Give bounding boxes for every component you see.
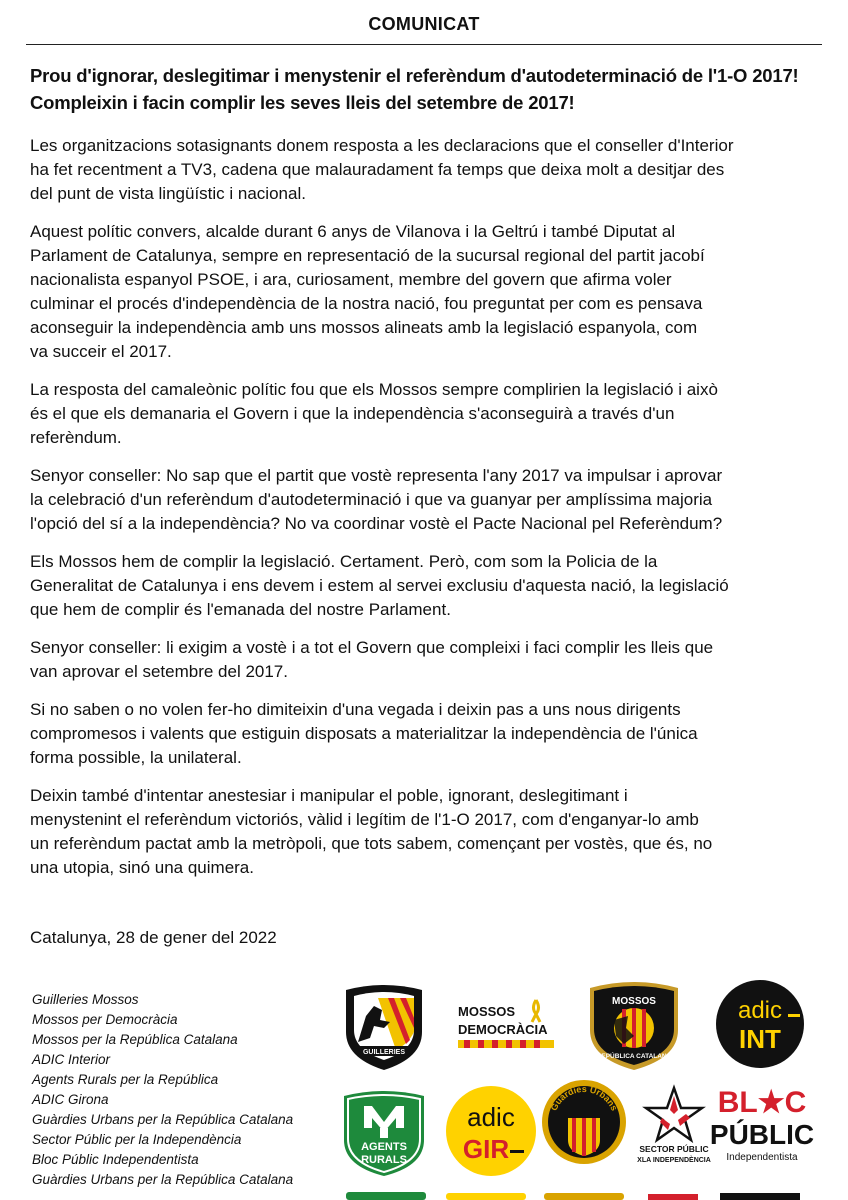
paragraph-3	[30, 378, 830, 450]
paragraph-4	[30, 464, 830, 536]
signatory: Bloc Públic Independentista	[32, 1152, 199, 1167]
adic-logo-partial	[446, 1190, 526, 1200]
bloc-public-logo-partial	[716, 1190, 806, 1200]
signatory: ADIC Girona	[32, 1092, 109, 1107]
paragraph-8	[30, 784, 830, 880]
adic-int-logo	[714, 978, 806, 1070]
svg-text:Independentista: Independentista	[726, 1152, 798, 1163]
sector-public-logo	[632, 1084, 716, 1166]
svg-text:PÚBLIC: PÚBLIC	[709, 1119, 815, 1150]
text-line: van aprovar el setembre del 2017.	[30, 662, 288, 681]
mossos-republica-logo	[584, 978, 684, 1072]
signatory: Sector Públic per la Independència	[32, 1132, 242, 1147]
text-line: Si no saben o no volen fer-ho dimiteixin d'una vegada i deixin pas a uns nous dirigents	[30, 700, 681, 719]
svg-text:adic: adic	[467, 1102, 515, 1132]
text-line: culminar el procés d'independència de la nostra nació, fou preguntat per com es pensava	[30, 294, 703, 313]
svg-text:AGENTS: AGENTS	[361, 1141, 407, 1153]
svg-text:SECTOR PÚBLIC: SECTOR PÚBLIC	[639, 1144, 709, 1154]
sector-public-logo-partial	[638, 1192, 708, 1200]
text-line: La resposta del camaleònic polític fou que els Mossos sempre complirien la legislació i això	[30, 380, 718, 399]
svg-text:XLA INDEPENDÈNCIA: XLA INDEPENDÈNCIA	[637, 1157, 711, 1164]
paragraph-7	[30, 698, 830, 770]
signatory: Guilleries Mossos	[32, 992, 139, 1007]
signatory: ADIC Interior	[32, 1052, 111, 1067]
signatory: Agents Rurals per la República	[32, 1072, 219, 1087]
text-line: forma possible, la unilateral.	[30, 748, 242, 767]
guardies-urbans-logo-partial	[544, 1190, 624, 1200]
text-line: un referèndum pactat amb la metròpoli, que tots sabem, començant per vostès, que és, no	[30, 834, 713, 853]
text-line: aconseguir la independència amb uns mossos alineats amb la legislació espanyola, com	[30, 318, 698, 337]
mossos-democracia-logo	[454, 996, 564, 1052]
text-line: Senyor conseller: li exigim a vostè i a tot el Govern que compleixi i faci complir les lleis que	[30, 638, 714, 657]
text-line: compromesos i valents que estiguin disposats a materialitzar la independència de l'única	[30, 724, 698, 743]
signatories-list	[32, 990, 332, 1190]
text-line: Deixin també d'intentar anestesiar i manipular el poble, ignorant, deslegitimant i	[30, 786, 628, 805]
text-line: Generalitat de Catalunya i ens devem i estem al servei exclusiu d'aquesta nació, la legislació	[30, 576, 729, 595]
paragraph-2	[30, 220, 830, 364]
svg-text:MOSSOS: MOSSOS	[458, 1004, 516, 1019]
paragraph-5	[30, 550, 830, 622]
paragraph-6	[30, 636, 830, 684]
text-line: Aquest polític convers, alcalde durant 6 anys de Vilanova i la Geltrú i també Diputat al	[30, 222, 676, 241]
signoff-date: Catalunya, 28 de gener del 2022	[30, 928, 277, 947]
svg-text:Guàrdies Urbans: Guàrdies Urbans	[548, 1083, 620, 1113]
text-line: l'opció del sí a la independència? No va coordinar vostè el Pacte Nacional pel Referèndum?	[30, 514, 723, 533]
signatory: Guàrdies Urbans per la República Catalana	[32, 1172, 294, 1187]
document-body	[30, 134, 830, 894]
text-line: nacionalista espanyol PSOE, i ara, curiosament, membre del govern que afirma voler	[30, 270, 672, 289]
signatory: Guàrdies Urbans per la República Catalana	[32, 1112, 294, 1127]
text-line: Els Mossos hem de complir la legislació. Certament. Però, com som la Policia de la	[30, 552, 658, 571]
svg-text:adic: adic	[737, 997, 783, 1024]
headline	[30, 62, 830, 116]
headline-line: Prou d'ignorar, deslegitimar i menystenir el referèndum d'autodeterminació de l'1-O 2017!	[30, 65, 799, 86]
svg-text:DEMOCRÀCIA: DEMOCRÀCIA	[458, 1022, 548, 1037]
headline-line: Compleixin i facin complir les seves lleis del setembre de 2017!	[30, 92, 575, 113]
svg-text:GIR: GIR	[462, 1134, 510, 1164]
svg-text:BL★C: BL★C	[717, 1086, 807, 1119]
svg-text:REPÚBLICA CATALANA: REPÚBLICA CATALANA	[596, 1053, 672, 1060]
text-line: que hem de complir és l'emanada del nostre Parlament.	[30, 600, 451, 619]
svg-text:INT: INT	[739, 1024, 781, 1054]
text-line: la celebració d'un referèndum d'autodeterminació i que va guanyar per amplíssima majoria	[30, 490, 713, 509]
text-line: una utopia, sinó una quimera.	[30, 858, 254, 877]
adic-girona-logo	[444, 1084, 538, 1178]
text-line: referèndum.	[30, 428, 122, 447]
guilleries-logo	[338, 982, 430, 1072]
agents-rurals-logo-partial	[346, 1190, 426, 1200]
document-title: COMUNICAT	[368, 14, 480, 34]
guardies-urbans-logo	[538, 1078, 630, 1168]
text-line: ha fet recentment a TV3, cadena que malauradament fa temps que deixa molt a desitjar des	[30, 160, 725, 179]
text-line: del punt de vista lingüístic i nacional.	[30, 184, 306, 203]
text-line: Senyor conseller: No sap que el partit que vostè representa l'any 2017 va impulsar i aprovar	[30, 466, 723, 485]
signatory: Mossos per Democràcia	[32, 1012, 178, 1027]
agents-rurals-logo	[338, 1088, 430, 1178]
svg-text:RURALS: RURALS	[361, 1154, 407, 1166]
svg-text:GUILLERIES: GUILLERIES	[362, 1049, 406, 1056]
title-divider	[26, 44, 822, 45]
text-line: és el que els demanaria el Govern i que la independència s'aconseguirà a través d'un	[30, 404, 675, 423]
signatory: Mossos per la República Catalana	[32, 1032, 238, 1047]
bloc-public-logo	[709, 1082, 815, 1168]
text-line: Parlament de Catalunya, sempre en representació de la sucursal regional del partit jacobí	[30, 246, 705, 265]
text-line: Les organitzacions sotasignants donem resposta a les declaracions que el conseller d'Interior	[30, 136, 734, 155]
paragraph-1	[30, 134, 830, 206]
svg-text:MOSSOS: MOSSOS	[612, 996, 656, 1007]
text-line: va succeir el 2017.	[30, 342, 172, 361]
text-line: menystenint el referèndum victoriós, vàlid i legítim de l'1-O 2017, com d'enganyar-lo amb	[30, 810, 699, 829]
